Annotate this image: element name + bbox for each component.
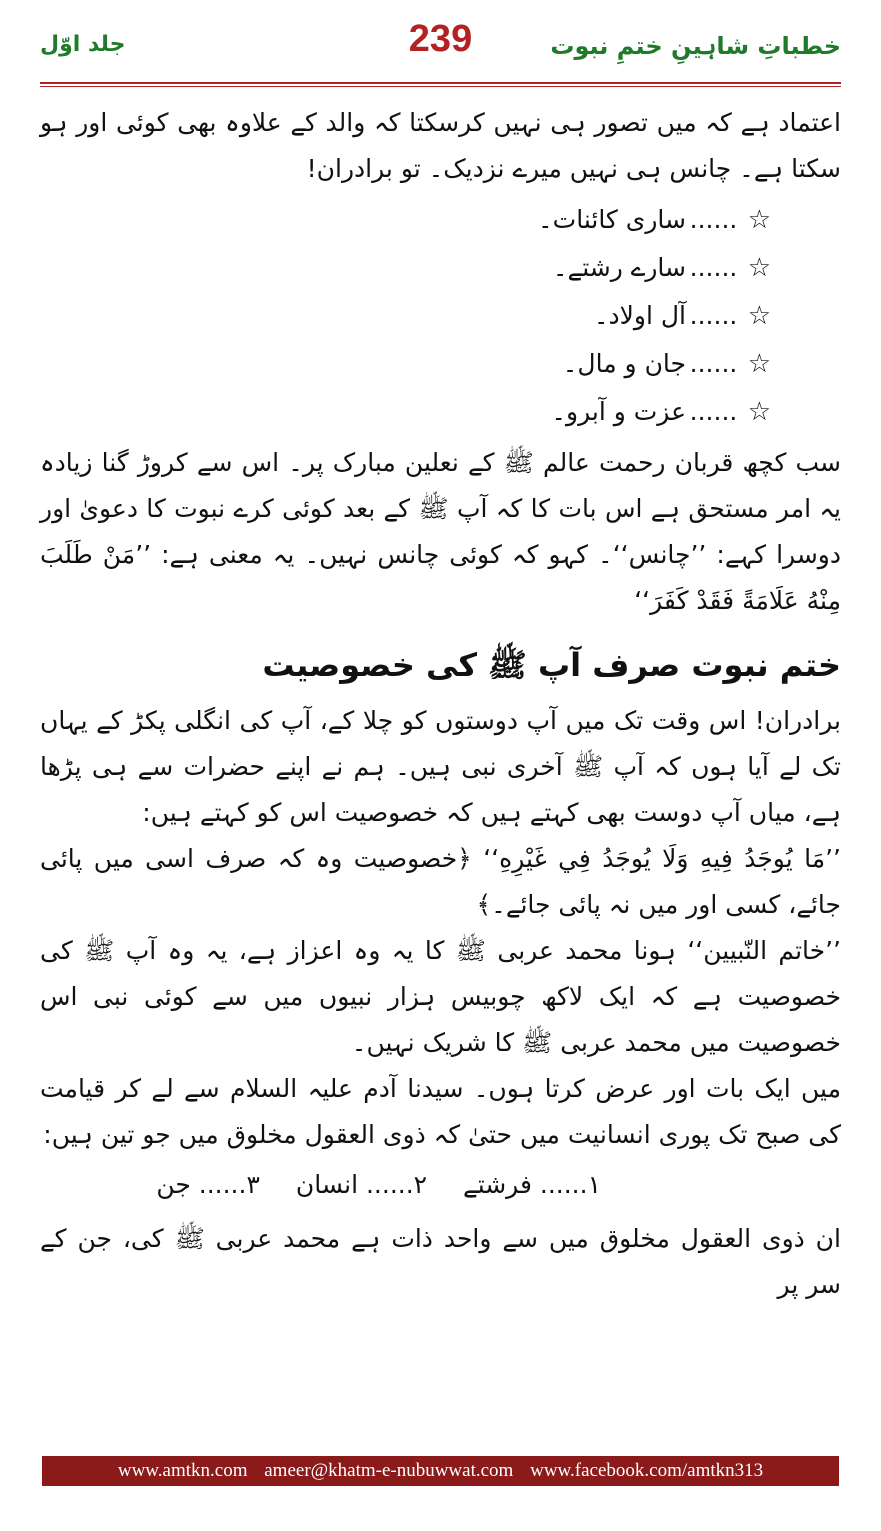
paragraph-1: اعتماد ہے کہ میں تصور ہی نہیں کرسکتا کہ والد کے علاوہ بھی کوئی اور ہو سکتا ہے۔ چانس ہی نہیں میرے نزدیک۔ تو برادران! <box>40 108 841 183</box>
list-text: ساری کائنات۔ <box>538 205 686 234</box>
header-divider <box>40 82 841 84</box>
header-divider-thin <box>40 86 841 87</box>
website-link[interactable]: www.amtkn.com <box>117 1460 248 1481</box>
sacrifice-list <box>40 196 841 436</box>
facebook-link[interactable]: www.facebook.com/amtkn313 <box>530 1460 764 1481</box>
page-footer <box>42 1456 839 1486</box>
list-item: ۳...... جن <box>156 1170 260 1199</box>
star-icon: ☆ <box>747 349 771 379</box>
page-content <box>40 100 841 1308</box>
list-dots: ...... <box>689 205 738 234</box>
section-heading: ختم نبوت صرف آپ ﷺ کی خصوصیت <box>262 646 841 684</box>
page-number: 239 <box>408 18 473 60</box>
paragraph-4: ’’مَا يُوجَدُ فِيهِ وَلَا يُوجَدُ فِي غَيْرِهِ‘‘ ﴿خصوصیت وہ کہ صرف اسی میں پائی جائے، کسی اور میں نہ پائی جائے۔﴾ <box>40 844 841 919</box>
list-dots: ...... <box>689 397 738 426</box>
list-item: ۱...... فرشتے <box>463 1170 601 1199</box>
paragraph-2: سب کچھ قربان رحمت عالم ﷺ کے نعلین مبارک پر۔ اس سے کروڑ گنا زیادہ یہ امر مستحق ہے اس بات کا کہ آپ ﷺ کے بعد کوئی کرے نبوت کا دعویٰ اور دوسرا کہے: ’’چانس‘‘۔ کہو کہ کوئی چانس نہیں۔ یہ معنی ہے: ’’مَنْ طَلَبَ مِنْهُ عَلَامَةً فَقَدْ كَفَرَ‘‘ <box>40 448 841 615</box>
volume-label: جلد اوّل <box>40 32 126 57</box>
list-text: عزت و آبرو۔ <box>551 397 686 426</box>
list-text: آل اولاد۔ <box>593 301 686 330</box>
three-beings-list <box>40 1162 841 1208</box>
paragraph-6: میں ایک بات اور عرض کرتا ہوں۔ سیدنا آدم علیہ السلام سے لے کر قیامت کی صبح تک پوری انسانیت میں حتیٰ کہ ذوی العقول مخلوق میں جو تین ہیں: <box>40 1074 841 1149</box>
email-link[interactable]: ameer@khatm-e-nubuwwat.com <box>264 1460 514 1481</box>
list-dots: ...... <box>689 253 738 282</box>
paragraph-3: برادران! اس وقت تک میں آپ دوستوں کو چلا کے، آپ کی انگلی پکڑ کے یہاں تک لے آیا ہوں کہ آپ ﷺ آخری نبی ہیں۔ ہم نے اپنے حضرات سے ہی پڑھا ہے، میاں آپ دوست بھی کہتے ہیں کہ خصوصیت اس کو کہتے ہیں: <box>40 706 841 827</box>
list-item <box>40 244 771 292</box>
star-icon: ☆ <box>747 253 771 283</box>
star-icon: ☆ <box>747 301 771 331</box>
list-dots: ...... <box>689 301 738 330</box>
list-item <box>40 196 771 244</box>
list-text: جان و مال۔ <box>562 349 686 378</box>
paragraph-7: ان ذوی العقول مخلوق میں سے واحد ذات ہے محمد عربی ﷺ کی، جن کے سر پر <box>40 1224 841 1299</box>
page-header <box>40 18 841 78</box>
list-text: سارے رشتے۔ <box>552 253 686 282</box>
star-icon: ☆ <box>747 205 771 235</box>
list-item <box>40 292 771 340</box>
book-title: خطباتِ شاہینِ ختمِ نبوت <box>550 32 841 60</box>
star-icon: ☆ <box>747 397 771 427</box>
list-item <box>40 388 771 436</box>
paragraph-5: ’’خاتم النّبیین‘‘ ہونا محمد عربی ﷺ کا یہ وہ اعزاز ہے، یہ وہ آپ ﷺ کی خصوصیت ہے کہ ایک لاکھ چوبیس ہزار نبیوں میں سے کوئی نبی اس خصوصیت میں محمد عربی ﷺ کا شریک نہیں۔ <box>40 936 841 1057</box>
list-dots: ...... <box>689 349 738 378</box>
list-item <box>40 340 771 388</box>
list-item: ۲...... انسان <box>295 1170 428 1199</box>
